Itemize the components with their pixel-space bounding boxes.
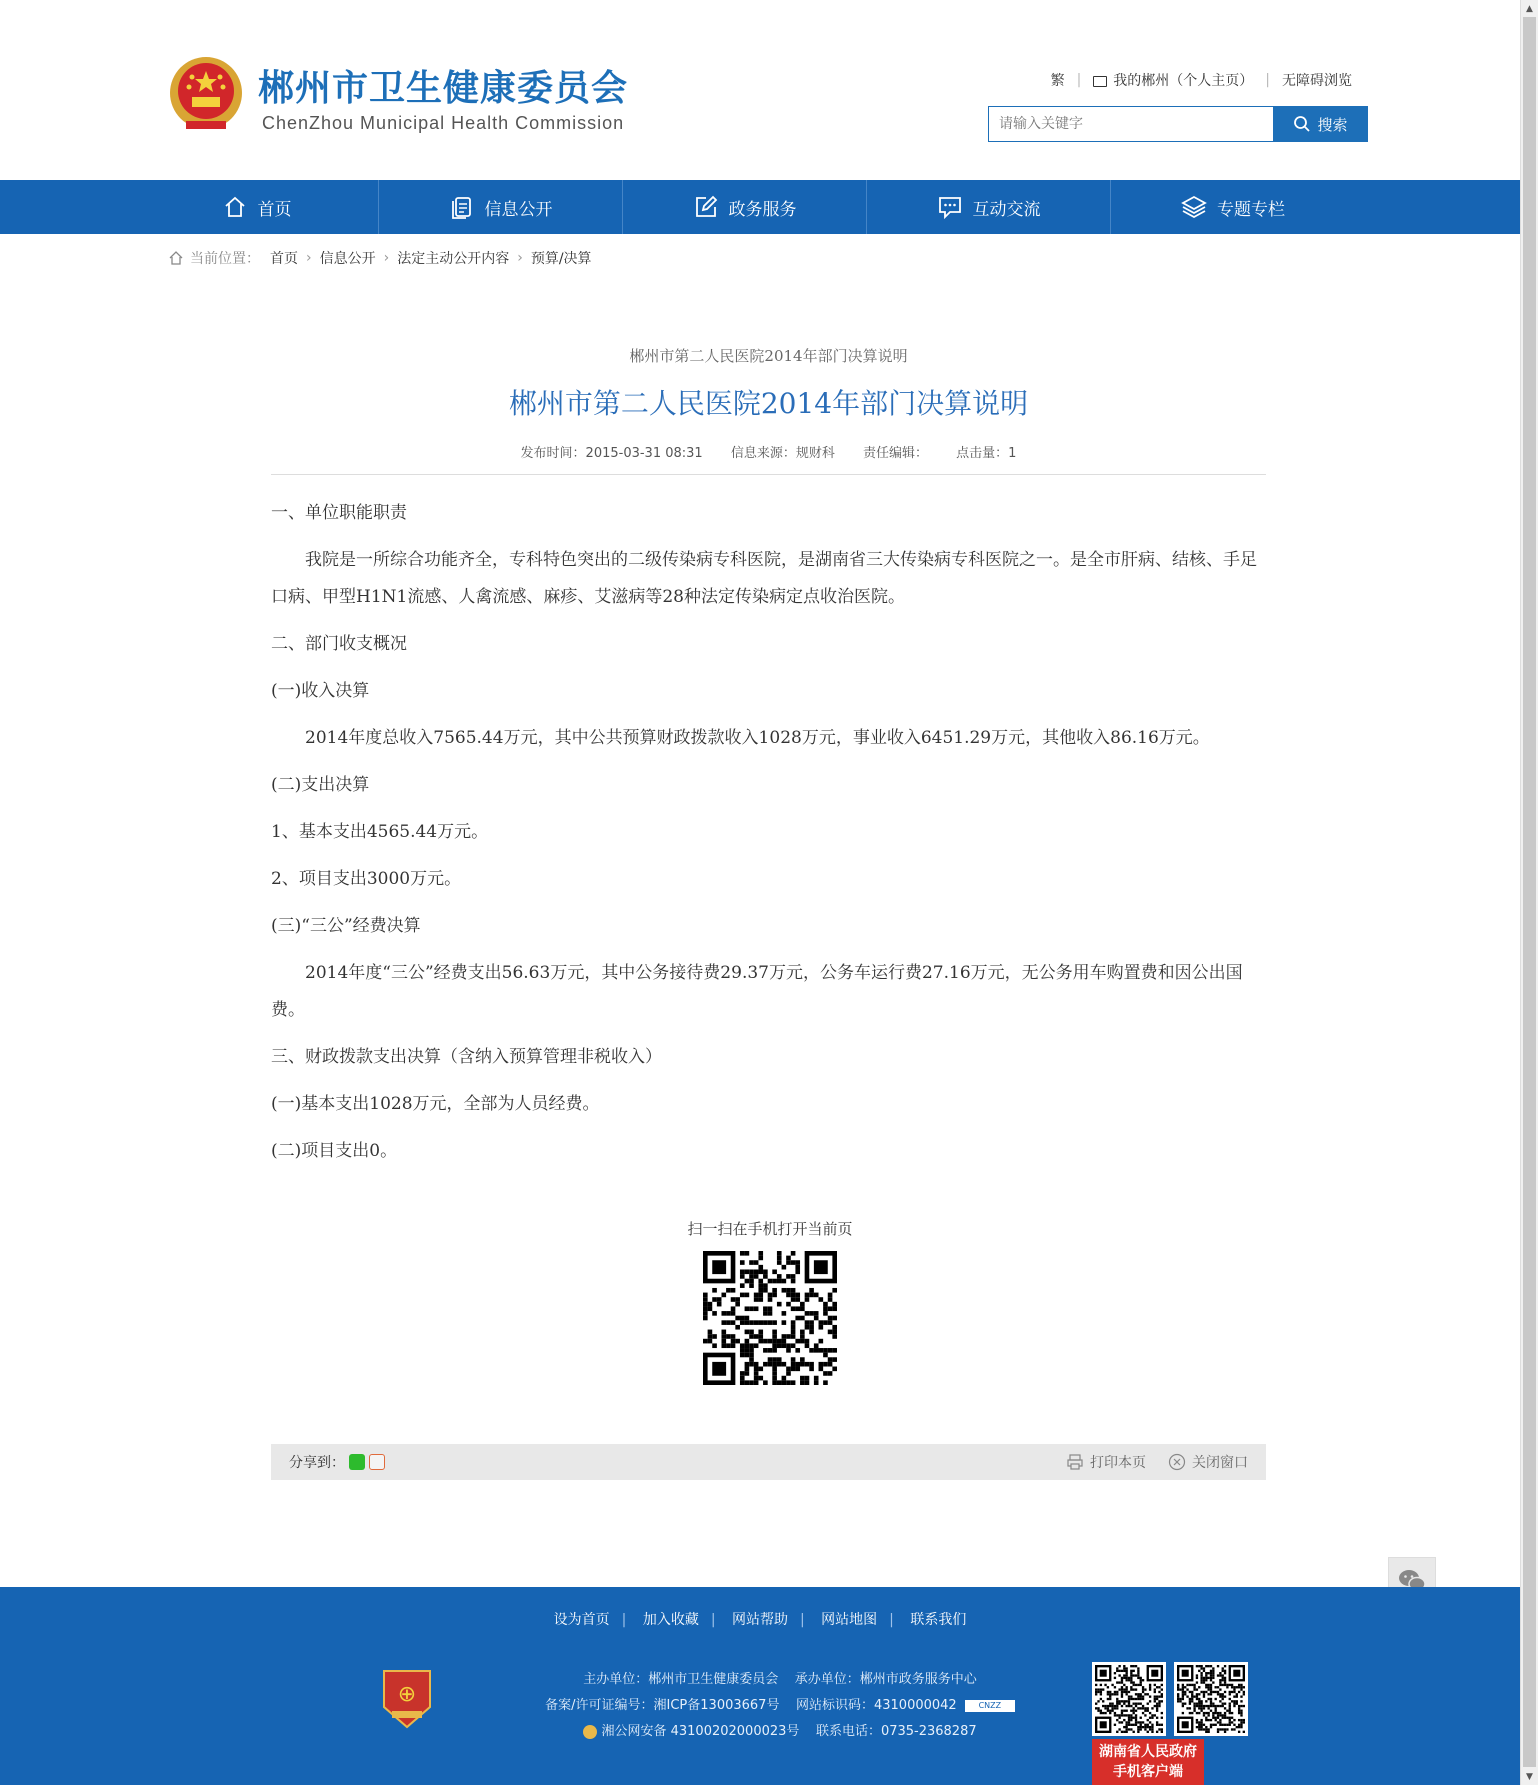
article-paragraph: 三、财政拨款支出决算（含纳入预算管理非税收入） (271, 1047, 662, 1067)
divider: | (1076, 72, 1082, 88)
chevron-right-icon: › (517, 250, 523, 266)
top-links (1051, 70, 1352, 90)
hunan-gov-app-badge[interactable] (1092, 1739, 1204, 1785)
weibo-icon[interactable] (369, 1454, 385, 1470)
footer-links (0, 1609, 1520, 1629)
site-title-cn[interactable]: 郴州市卫生健康委员会 (258, 68, 629, 109)
scroll-down-arrow-icon[interactable]: ▼ (1526, 1771, 1533, 1782)
site-header (0, 0, 1520, 180)
divider: | (889, 1612, 894, 1628)
footer-phone: 联系电话：0735-2368287 (815, 1724, 977, 1739)
article-paragraph: (三)“三公”经费决算 (271, 916, 421, 936)
breadcrumb-item[interactable]: 信息公开 (319, 251, 376, 267)
article-paragraph: 2014年度“三公”经费支出56.63万元，其中公务接待费29.37万元，公务车运行费27.16万元，无公务用车购置费和因公出国费。 (271, 963, 1243, 1020)
info-source: 信息来源：规财科 (730, 446, 835, 461)
divider: | (710, 1612, 716, 1628)
vertical-scrollbar[interactable] (1520, 0, 1538, 1785)
home-icon (222, 194, 248, 220)
article-paragraph: 二、部门收支概况 (271, 634, 407, 654)
footer-icp[interactable]: 备案/许可证编号：湘ICP备13003667号 (545, 1698, 780, 1713)
close-label: 关闭窗口 (1192, 1455, 1248, 1471)
breadcrumb-item[interactable]: 法定主动公开内容 (397, 251, 510, 267)
scroll-up-arrow-icon[interactable]: ▲ (1526, 3, 1533, 14)
national-emblem-icon[interactable] (168, 55, 244, 135)
footer-sponsor: 主办单位：郴州市卫生健康委员会 (583, 1672, 779, 1687)
nav-item-label: 互动交流 (972, 199, 1041, 220)
breadcrumb-prefix: 当前位置： (190, 251, 260, 267)
article-paragraph: (一)基本支出1028万元，全部为人员经费。 (271, 1094, 600, 1114)
wechat-icon[interactable] (349, 1454, 365, 1470)
responsible-editor: 责任编辑： (863, 446, 929, 461)
traditional-chinese-link[interactable]: 繁 (1050, 73, 1065, 89)
close-icon (1168, 1453, 1186, 1471)
footer-link-sitemap[interactable]: 网站地图 (821, 1612, 878, 1628)
article-body (271, 495, 1266, 1170)
qr-code-icon (1092, 1662, 1166, 1736)
nav-item-label: 信息公开 (484, 199, 553, 220)
edit-icon (693, 194, 719, 220)
article-paragraph: 一、单位职能职责 (271, 503, 407, 523)
footer-organizer: 承办单位：郴州市政务服务中心 (794, 1672, 977, 1687)
nav-item-special-topics[interactable] (1111, 180, 1355, 234)
breadcrumb (168, 248, 592, 268)
article-paragraph: 1、基本支出4565.44万元。 (271, 822, 489, 842)
chevron-right-icon: › (383, 250, 390, 266)
footer-link-contact[interactable]: 联系我们 (910, 1612, 967, 1628)
article-paragraph: 我院是一所综合功能齐全，专科特色突出的二级传染病专科医院，是湖南省三大传染病专科医院之一。是全市肝病、结核、手足口病、甲型H1N1流感、人禽流感、麻疹、艾滋病等28种法定传染病定点收治医院。 (271, 550, 1257, 607)
footer-link-help[interactable]: 网站帮助 (732, 1612, 788, 1628)
main-nav (0, 180, 1520, 234)
qr-code-icon (703, 1251, 837, 1385)
divider: | (621, 1612, 627, 1628)
footer-link-bookmark[interactable]: 加入收藏 (642, 1612, 699, 1628)
breadcrumb-item[interactable]: 预算/决算 (530, 251, 592, 267)
page-qr-section (620, 1218, 920, 1389)
publish-time: 发布时间：2015-03-31 08:31 (520, 446, 703, 461)
search-input[interactable] (988, 106, 1273, 142)
printer-icon (1066, 1453, 1084, 1471)
footer-police-record[interactable]: 湘公网安备 43100202000023号 (601, 1724, 800, 1739)
accessibility-link[interactable]: 无障碍浏览 (1282, 73, 1352, 89)
footer-site-id: 网站标识码：4310000042 (795, 1698, 957, 1713)
police-badge-icon (583, 1725, 597, 1739)
qr-label: 扫一扫在手机打开当前页 (687, 1220, 853, 1238)
scrollbar-thumb[interactable] (1523, 17, 1536, 1767)
article-paragraph: 2、项目支出3000万元。 (271, 869, 462, 889)
nav-item-info-disclosure[interactable] (379, 180, 623, 234)
monitor-icon (1093, 76, 1107, 87)
nav-item-label: 政务服务 (728, 199, 797, 220)
party-gov-agency-icon[interactable] (380, 1667, 434, 1731)
search-box (988, 106, 1368, 142)
article-paragraph: (二)项目支出0。 (271, 1141, 398, 1161)
divider: | (800, 1612, 805, 1628)
search-icon (1293, 115, 1311, 133)
nav-item-label: 专题专栏 (1217, 199, 1285, 220)
nav-item-interaction[interactable] (867, 180, 1111, 234)
share-bar-actions (1066, 1452, 1248, 1472)
layers-icon (1181, 194, 1207, 220)
nav-item-label: 首页 (257, 199, 292, 220)
article-title: 郴州市第二人民医院2014年部门决算说明 (508, 387, 1029, 420)
article-paragraph: 2014年度总收入7565.44万元，其中公共预算财政拨款收入1028万元，事业收入6451.29万元，其他收入86.16万元。 (305, 728, 1210, 748)
print-button[interactable] (1066, 1452, 1146, 1472)
site-footer (0, 1587, 1520, 1785)
search-button[interactable] (1273, 106, 1368, 142)
footer-info (520, 1667, 1040, 1745)
share-icons (349, 1454, 385, 1470)
share-bar (271, 1444, 1266, 1480)
my-chenzhou-link[interactable]: 我的郴州（个人主页） (1113, 73, 1254, 89)
nav-item-gov-services[interactable] (623, 180, 867, 234)
nav-item-home[interactable] (135, 180, 379, 234)
document-icon (449, 194, 475, 220)
article-paragraph: (一)收入决算 (271, 681, 370, 701)
breadcrumb-item[interactable]: 首页 (270, 251, 298, 267)
chevron-right-icon: › (306, 250, 312, 266)
click-count: 点击量：1 (956, 446, 1017, 461)
close-window-button[interactable] (1168, 1452, 1248, 1472)
article (271, 345, 1266, 1180)
app-badge-line1: 湖南省人民政府 (1099, 1744, 1197, 1760)
cnzz-badge[interactable]: CNZZ (965, 1700, 1015, 1712)
article-subtitle: 郴州市第二人民医院2014年部门决算说明 (629, 347, 908, 365)
print-label: 打印本页 (1090, 1455, 1146, 1471)
article-meta (271, 442, 1266, 461)
divider: | (1265, 72, 1270, 88)
site-title-en: ChenZhou Municipal Health Commission (262, 113, 625, 133)
footer-link-set-home[interactable]: 设为首页 (553, 1612, 610, 1628)
article-paragraph: (二)支出决算 (271, 775, 370, 795)
home-icon (168, 250, 184, 266)
search-button-label: 搜索 (1317, 115, 1348, 134)
divider (271, 474, 1266, 475)
app-badge-line2: 手机客户端 (1113, 1764, 1183, 1780)
svg-text:⊕: ⊕ (397, 1682, 417, 1707)
share-label: 分享到： (289, 1455, 345, 1471)
qr-code-icon (1174, 1662, 1248, 1736)
chat-icon (937, 194, 963, 220)
